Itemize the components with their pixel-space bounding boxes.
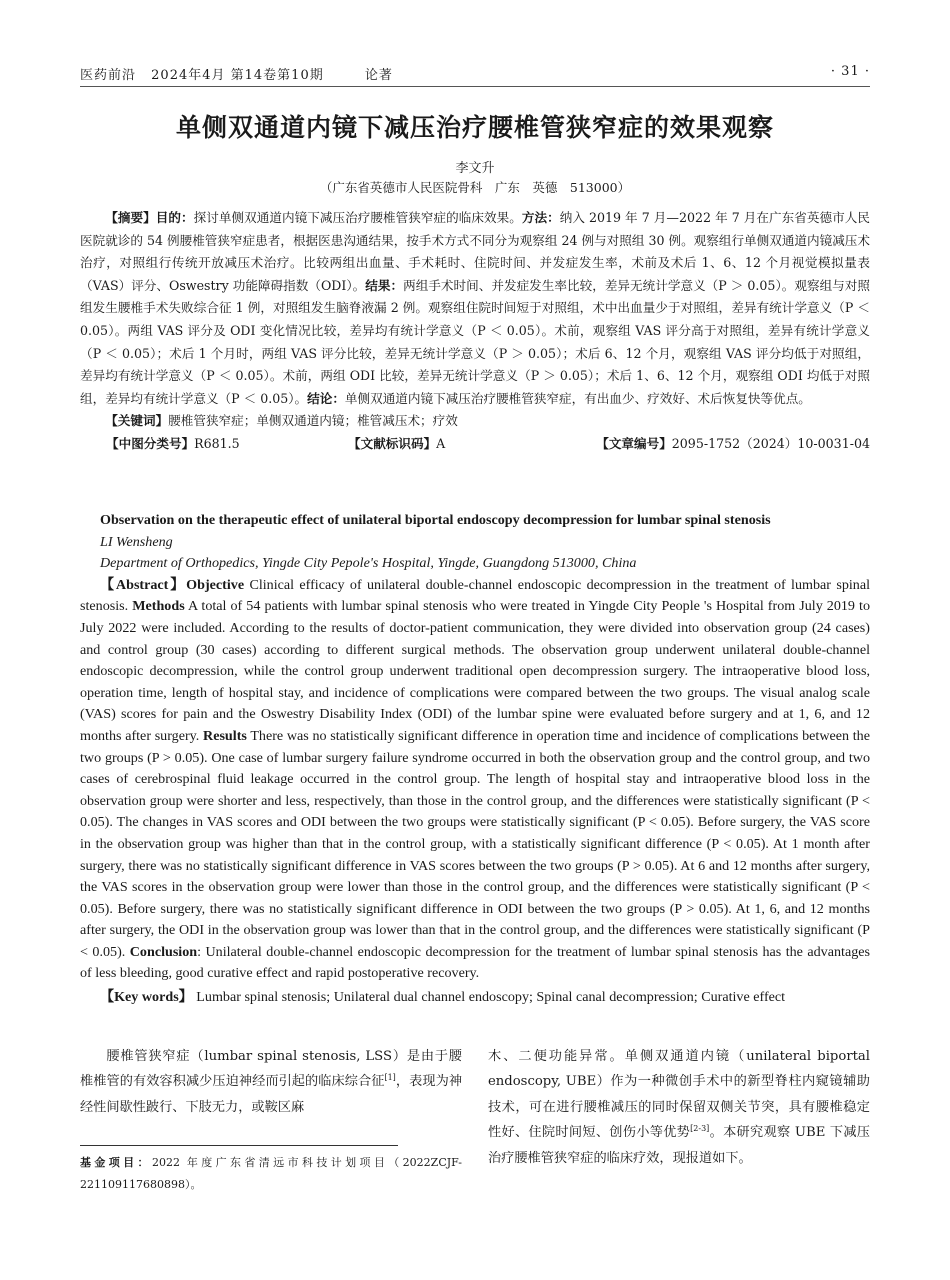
article-number-label: 【文章编号】 (596, 435, 672, 451)
funding-footnote (80, 1152, 462, 1196)
purpose-text: 探讨单侧双通道内镜下减压治疗腰椎管狭窄症的临床效果。 (193, 210, 522, 225)
en-results-label: Results (203, 727, 247, 744)
keywords-text: 腰椎管狭窄症；单侧双通道内镜；椎管减压术；疗效 (168, 413, 458, 429)
footnote-divider (80, 1145, 398, 1146)
article-number-value: 2095-1752（2024）10-0031-04 (671, 435, 870, 451)
results-text: 两组手术时间、并发症发生率比较，差异无统计学意义（P ＞ 0.05）。观察组与对照组发生腰椎手术失败综合征 1 例，对照组发生脑脊液漏 2 例。观察组住院时间短于对照组，术中出血量少于对照组，差异有统计学意义（P ＜ 0.05）。两组 VAS 评分及 ODI 变化情况比较，差异均有统计学意义（P ＜ 0.05）。术前，观察组 VAS 评分高于对照组，差异有统计学意义（P ＜ 0.05）；术后 1 个月时，两组 VAS 评分比较，差异无统计学意义（P ＞ 0.05）；术后 6、12 个月，观察组 VAS 评分均低于对照组，差异均有统计学意义（P ＜ 0.05）。术前，两组 ODI 比较，差异无统计学意义（P ＞ 0.05）；术后 1、6、12 个月，观察组 ODI 均低于对照组，差异均有统计学意义（P ＜ 0.05）。 (80, 277, 870, 406)
en-conclusion-label: Conclusion (129, 943, 198, 960)
doc-code-label: 【文献标识码】 (348, 435, 437, 451)
abstract-paragraph (80, 207, 870, 410)
en-keywords-text: Lumbar spinal stenosis; Unilateral dual channel endoscopy; Spinal canal decompression; Curative effect (192, 989, 786, 1006)
keywords-label: 【关键词】 (105, 413, 169, 429)
intro-paragraph (80, 1044, 462, 1120)
results-label: 结果： (365, 277, 404, 293)
clc-number (106, 433, 240, 456)
intro-text-cont: ，表现为神经性间歇性跛行、下肢无力，或鞍区麻 (80, 1074, 463, 1115)
journal-issue: 2024年4月 第14卷第10期 (151, 68, 324, 83)
methods-text: 纳入 2019 年 7 月—2022 年 7 月在广东省英德市人民医院就诊的 54 例腰椎管狭窄症患者，根据医患沟通结果，按手术方式不同分为观察组 24 例与对照组 30 例。观察组行单侧双通道内镜减压术治疗，对照组行传统开放减压术治疗。比较两组出血量、手术耗时、住院时间、并发症发生率，术前及术后 1、6、12 个月视觉模拟量表（VAS）评分、Oswestry 功能障碍指数（ODI）。 (80, 210, 870, 293)
article-section: 论著 (364, 68, 393, 83)
funding-text: 2022 年度广东省清远市科技计划项目（2022ZCJF-221109117680898）。 (80, 1156, 462, 1191)
conclusion-label: 结论： (307, 390, 345, 406)
running-header (80, 60, 870, 87)
en-methods-label: Methods (132, 598, 185, 615)
intro-right-text: 木、二便功能异常。单侧双通道内镜（unilateral biportal endoscopy, UBE）作为一种微创手术中的新型脊柱内窥镜辅助技术，可在进行腰椎减压的同时保留双侧关节突，具有腰椎稳定性好、住院时间短、创伤小等优势 (488, 1049, 870, 1141)
classification-line (80, 433, 870, 456)
funding-label: 基金项目： (80, 1156, 152, 1169)
article-number (596, 433, 870, 456)
keywords-line (80, 410, 870, 433)
chinese-abstract (80, 207, 870, 456)
en-abstract-label: 【Abstract】 (100, 576, 187, 593)
intro-paragraph-cont (488, 1044, 870, 1171)
en-objective-label: Objective (186, 576, 245, 593)
en-keywords-label: 【Key words】 (100, 989, 193, 1006)
en-objective-text: Clinical efficacy of unilateral double-channel endoscopic decompression in the treatment of lumbar spinal stenosis. (80, 576, 870, 615)
english-title: Observation on the therapeutic effect of unilateral biportal endoscopy decompression for lumbar spinal stenosis (100, 512, 771, 528)
en-methods-text: A total of 54 patients with lumbar spinal stenosis who were treated in Yingde City People 's Hospital from July 2019 to July 2022 were included. According to the results of doctor-patient communication, they were divided into observation group (24 cases) and control group (30 cases) according to different surgical methods. The observation group underwent unilateral double-channel endoscopic decompression, while the control group underwent traditional open decompression surgery. The intraoperative blood loss, operation time, length of hospital stay, and incidence of complications were compared between the two groups. The visual analog scale (VAS) scores for pain and the Oswestry Disability Index (ODI) of the lumbar spine were evaluated before surgery and at 1, 6, and 12 months after surgery. (80, 598, 870, 744)
english-keywords (80, 987, 870, 1009)
doc-code-value: A (436, 435, 446, 451)
journal-name: 医药前沿 (80, 68, 137, 83)
citation-ref: [2-3] (690, 1124, 710, 1134)
document-code (348, 433, 445, 456)
en-conclusion-text: : Unilateral double-channel endoscopic decompression for the treatment of lumbar spinal stenosis has the advantages of less bleeding, good curative effect and rapid postoperative recovery. (80, 943, 870, 982)
header-journal-info (80, 64, 403, 83)
author-affiliation: （广东省英德市人民医院骨科 广东 英德 513000） (319, 180, 631, 195)
clc-value: R681.5 (194, 435, 240, 451)
en-results-text: There was no statistically significant difference in operation time and incidence of complications between the two groups (P > 0.05). One case of lumbar surgery failure syndrome occurred in both the observation group and the control group, and two cases of cerebrospinal fluid leakage occurred in the control group. The length of hospital stay and intraoperative blood loss in the observation group were shorter and less, respectively, than those in the control group, and the differences were statistically significant (P < 0.05). The changes in VAS scores and ODI between the two groups were statistically significant (P < 0.05). Before surgery, the VAS score in the observation group was higher than that in the control group, with a statistically significant difference (P < 0.05). At 1 month after surgery, there was no statistically significant difference in VAS scores between the two groups (P > 0.05). At 6 and 12 months after surgery, the VAS scores in the observation group were lower than those in the control group, and the differences were statistically significant (P < 0.05). Before surgery, there was no statistically significant difference in ODI between the two groups (P > 0.05). At 1, 6, and 12 months after surgery, the ODI in the observation group was lower than that in the control group, and the differences were statistically significant (P < 0.05). (80, 727, 870, 960)
intro-right-text-cont: 。本研究观察 UBE 下减压治疗腰椎管狭窄症的临床疗效，现报道如下。 (488, 1125, 870, 1166)
author-name: 李文升 (455, 161, 495, 176)
abstract-label: 【摘要】 (105, 210, 156, 225)
purpose-label: 目的： (155, 210, 194, 225)
methods-label: 方法： (521, 210, 560, 225)
intro-text: 腰椎管狭窄症（lumbar spinal stenosis, LSS）是由于腰椎椎管的有效容积减少压迫神经而引起的临床综合征 (80, 1049, 462, 1090)
conclusion-text: 单侧双通道内镜下减压治疗腰椎管狭窄症，有出血少、疗效好、术后恢复快等优点。 (344, 390, 811, 406)
english-author: LI Wensheng (100, 533, 173, 550)
body-left-column (80, 1044, 462, 1120)
body-right-column (488, 1044, 870, 1171)
page-number: · 31 · (830, 64, 870, 79)
english-affiliation: Department of Orthopedics, Yingde City Pepole's Hospital, Yingde, Guangdong 513000, China (100, 555, 637, 572)
english-abstract (80, 510, 870, 1009)
citation-ref: [1] (384, 1073, 396, 1083)
english-abstract-paragraph (80, 575, 870, 985)
article-title: 单侧双通道内镜下减压治疗腰椎管狭窄症的效果观察 (175, 113, 774, 142)
clc-label: 【中图分类号】 (106, 435, 195, 451)
